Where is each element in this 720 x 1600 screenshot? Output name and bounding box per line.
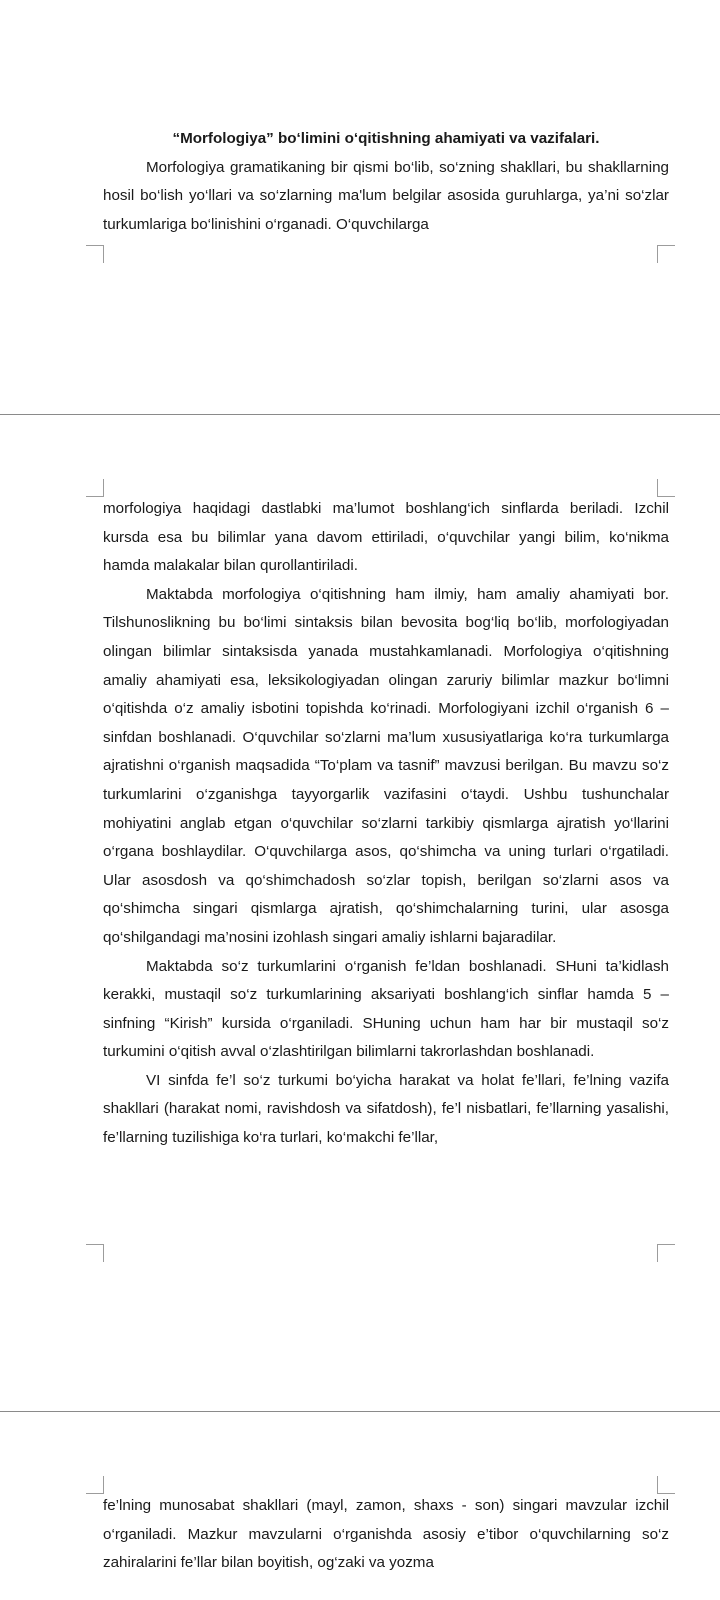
paragraph: Maktabda so‘z turkumlarini o‘rganish fe’ldan boshlanadi. SHuni ta’kidlash kerakki, mustaqil so‘z turkumlarining aksariyati boshlang‘ich sinflar hamda 5 – sinfning “Kirish” kursida o‘rganiladi. SHuning uchun ham har bir mustaqil so‘z turkumini o‘qitish avval o‘zlashtirilgan bilimlarni takrorlashdan boshlanadi. <box>103 957 669 1061</box>
page-3-top-left-corner-mark <box>86 1476 104 1494</box>
page-3-text <box>103 1492 669 1578</box>
page-2-top-left-corner-mark <box>86 479 104 497</box>
page-2-bottom-right-corner-mark <box>657 1244 675 1262</box>
paragraph: morfologiya haqidagi dastlabki ma’lumot boshlang‘ich sinflarda beriladi. Izchil kursda esa bu bilimlar yana davom ettiriladi, o‘quvchilar yangi bilim, ko‘nikma hamda malakalar bilan qurollantiriladi. <box>103 500 669 575</box>
document-page-1 <box>0 0 720 414</box>
page-2-text <box>103 495 669 1153</box>
document-page-3 <box>0 1412 720 1600</box>
page-1-bottom-left-corner-mark <box>86 245 104 263</box>
document-page-2 <box>0 415 720 1411</box>
page-1-bottom-right-corner-mark <box>657 245 675 263</box>
page-1-text <box>103 125 669 239</box>
page-2-bottom-left-corner-mark <box>86 1244 104 1262</box>
paragraph: Morfologiya gramatikaning bir qismi bo‘lib, so‘zning shakllari, bu shakllarning hosil bo‘lish yo‘llari va so‘zlarning ma'lum belgilar asosida guruhlarga, ya’ni so‘zlar turkumlariga bo‘linishini o‘rganadi. O‘quvchilarga <box>103 158 669 233</box>
paragraph: VI sinfda fe’l so‘z turkumi bo‘yicha harakat va holat fe’llari, fe’lning vazifa shakllari (harakat nomi, ravishdosh va sifatdosh), fe’l nisbatlari, fe’llarning yasalishi, fe’llarning tuzilishiga ko‘ra turlari, ko‘makchi fe’llar, <box>103 1071 669 1147</box>
document-title: “Morfologiya” bo‘limini o‘qitishning ahamiyati va vazifalari. <box>172 130 600 147</box>
paragraph: fe’lning munosabat shakllari (mayl, zamon, shaxs - son) singari mavzular izchil o‘rganiladi. Mazkur mavzularni o‘rganishda asosiy e’tibor o‘quvchilarning so‘z zahiralarini fe’llar bilan boyitish, og‘zaki va yozma <box>103 1497 669 1572</box>
paragraph: Maktabda morfologiya o‘qitishning ham ilmiy, ham amaliy ahamiyati bor. Tilshunoslikning bu bo‘limi sintaksis bilan bevosita bog‘liq bo‘lib, morfologiyadan olingan bilimlar sintaksisda yanada mustahkamlanadi. Morfologiya o‘qitishning amaliy ahamiyati esa, leksikologiyadan olingan zaruriy bilimlar mazkur bo‘limni o‘qitishda o‘z amaliy isbotini topishda ko‘rinadi. Morfologiyani izchil o‘rganish 6 – sinfdan boshlanadi. O‘quvchilar so‘zlarni ma’lum xususiyatlariga ko‘ra turkumlarga ajratishni o‘rganish maqsadida “To‘plam va tasnif” mavzusi berilgan. Bu mavzu so‘z turkumlarini o‘zganishga tayyorgarlik vazifasini o‘taydi. Ushbu tushunchalar mohiyatini anglab etgan o‘quvchilar so‘zlarni tarkibiy qismlarga ajratish yo‘llarini o‘rgana boshlaydilar. O‘quvchilarga asos, qo‘shimcha va uning turlari o‘rgatiladi. Ular asosdosh va qo‘shimchadosh so‘zlar topish, berilgan so‘zlarni asos va qo‘shimcha singari qismlarga ajratish, qo‘shimchalarning turini, ular asosga qo‘shilgandagi ma’nosini izohlash singari amaliy ishlarni bajaradilar. <box>103 585 669 946</box>
